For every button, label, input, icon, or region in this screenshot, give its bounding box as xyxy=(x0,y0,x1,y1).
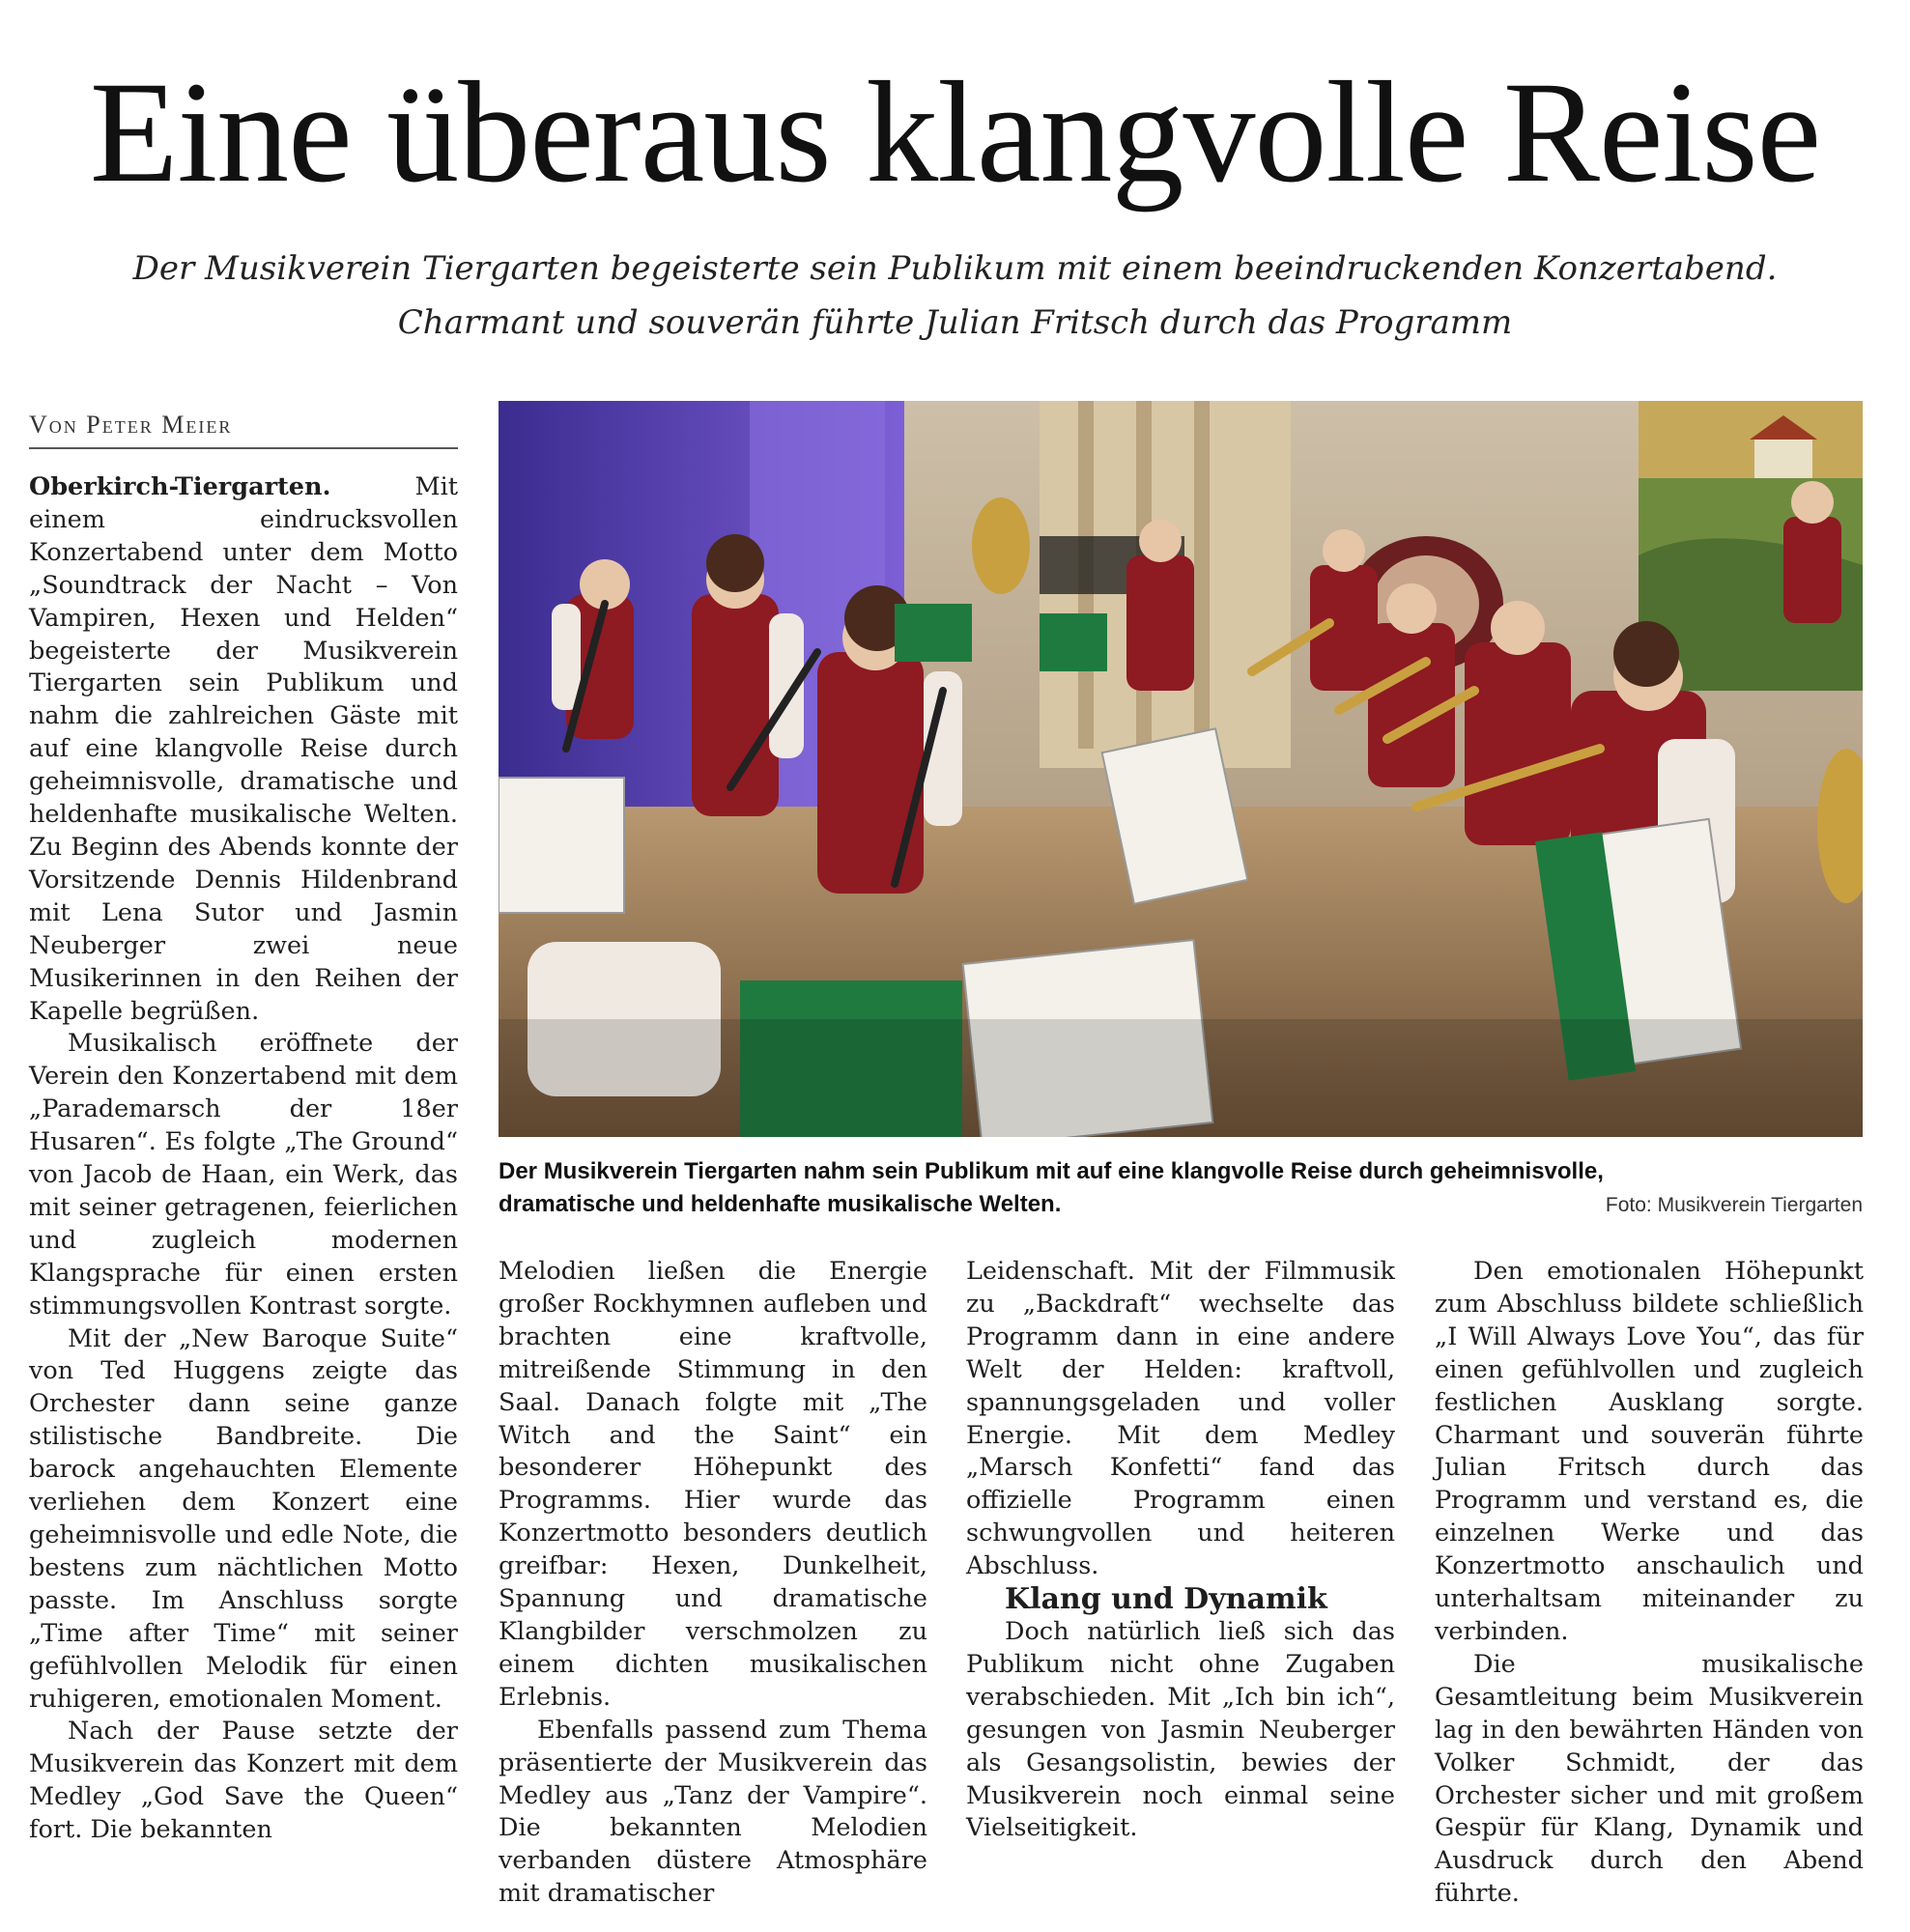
byline: Von Peter Meier xyxy=(29,411,458,449)
paragraph-4: Nach der Pause setzte der Musikverein das Konzert mit dem Medley „God Save the Queen“ fort. Die bekannten xyxy=(29,1717,458,1845)
paragraph-3: Mit der „New Baroque Suite“ von Ted Huggens zeigte das Orchester dann seine ganze stilistische Bandbreite. Die barock angehauchten Elemente verliehen dem Konzert eine geheimnisvolle und edle Note, die bestens zum nächtlichen Motto passte. Im Anschluss sorgte „Time after Time“ mit seiner gefühlvollen Melodik für einen ruhigeren, emotionalen Moment. xyxy=(29,1323,458,1714)
concert-photo xyxy=(499,401,1863,1137)
paragraph-10: Die musikalische Gesamtleitung beim Musikverein lag in den bewährten Händen von Volker Schmidt, der das Orchester sicher und mit großem Gespür für Klang, Dynamik und Ausdruck durch den Abend führte. xyxy=(1435,1649,1864,1909)
paragraph-1-text: Mit einem eindrucksvollen Konzertabend unter dem Motto „Soundtrack der Nacht – Von Vampiren, Hexen und Helden“ begeisterte der Musikverein Tiergarten sein Publikum und nahm die zahlreichen Gäste mit auf eine klangvolle Reise durch geheimnisvolle, dramatische und heldenhafte musikalische Welten. Zu Beginn des Abends konnte der Vorsitzende Dennis Hildenbrand mit Lena Sutor und Jasmin Neuberger zwei neue Musikerinnen in den Reihen der Kapelle begrüßen. xyxy=(29,472,458,1026)
paragraph-2: Musikalisch eröffnete der Verein den Konzertabend mit dem „Parademarsch der 18er Husaren“. Es folgte „The Ground“ von Jacob de Haan, ein Werk, das mit seiner getragenen, feierlichen und zugleich modernen Klangsprache für einen ersten stimmungsvollen Kontrast sorgte. xyxy=(29,1029,458,1321)
paragraph-8: Doch natürlich ließ sich das Publikum nicht ohne Zugaben verabschieden. Mit „Ich bin ich“, gesungen von Jasmin Neuberger als Gesangsolistin, bewies der Musikverein noch einmal seine Vielseitigkeit. xyxy=(966,1616,1395,1843)
section-heading: Klang und Dynamik xyxy=(1005,1582,1327,1617)
article-column-2 xyxy=(499,1256,927,1911)
article-column-1 xyxy=(29,471,458,1847)
concert-photo-image xyxy=(499,401,1863,1137)
paragraph-7: Leidenschaft. Mit der Filmmusik zu „Backdraft“ wechselte das Programm dann in eine andere Welt der Helden: kraftvoll, spannungsgeladen und voller Energie. Mit dem Medley „Marsch Konfetti“ fand das offizielle Programm einen schwungvollen und heiteren Abschluss. xyxy=(966,1257,1395,1581)
subheadline-line-2: Charmant und souverän führte Julian Fritsch durch das Programm xyxy=(397,303,1513,342)
headline: Eine überaus klangvolle Reise xyxy=(89,52,1821,213)
paragraph-9: Den emotionalen Höhepunkt zum Abschluss bildete schließlich „I Will Always Love You“, das für einen gefühlvollen und zugleich festlichen Ausklang sorgte. Charmant und souverän führte Julian Fritsch durch das Programm und verstand es, die einzelnen Werke und das Konzertmotto anschaulich und unterhaltsam miteinander zu verbinden. xyxy=(1435,1257,1864,1646)
paragraph-6: Ebenfalls passend zum Thema präsentierte der Musikverein das Medley aus „Tanz der Vampire“. Die bekannten Melodien verbanden düstere Atmosphäre mit dramatischer xyxy=(499,1715,927,1909)
paragraph-1 xyxy=(29,471,458,1028)
dateline: Oberkirch-Tiergarten. xyxy=(29,472,331,501)
photo-caption-text: Der Musikverein Tiergarten nahm sein Publikum mit auf eine klangvolle Reise durch geheimnisvolle, dramatische und heldenhafte musikalische Welten. xyxy=(499,1158,1604,1217)
paragraph-5: Melodien ließen die Energie großer Rockhymnen aufleben und brachten eine kraftvolle, mitreißende Stimmung in den Saal. Danach folgte mit „The Witch and the Saint“ ein besonderer Höhepunkt des Programms. Hier wurde das Konzertmotto besonders deutlich greifbar: Hexen, Dunkelheit, Spannung und dramatische Klangbilder verschmolzen zu einem dichten musikalischen Erlebnis. xyxy=(499,1257,927,1712)
subheadline-line-1: Der Musikverein Tiergarten begeisterte sein Publikum mit einem beeindruckenden Konzertabend. xyxy=(132,249,1778,288)
subheadline xyxy=(39,242,1871,350)
photo-credit: Foto: Musikverein Tiergarten xyxy=(1605,1194,1863,1216)
article-column-4 xyxy=(1435,1256,1864,1911)
article-column-3 xyxy=(966,1256,1395,1845)
